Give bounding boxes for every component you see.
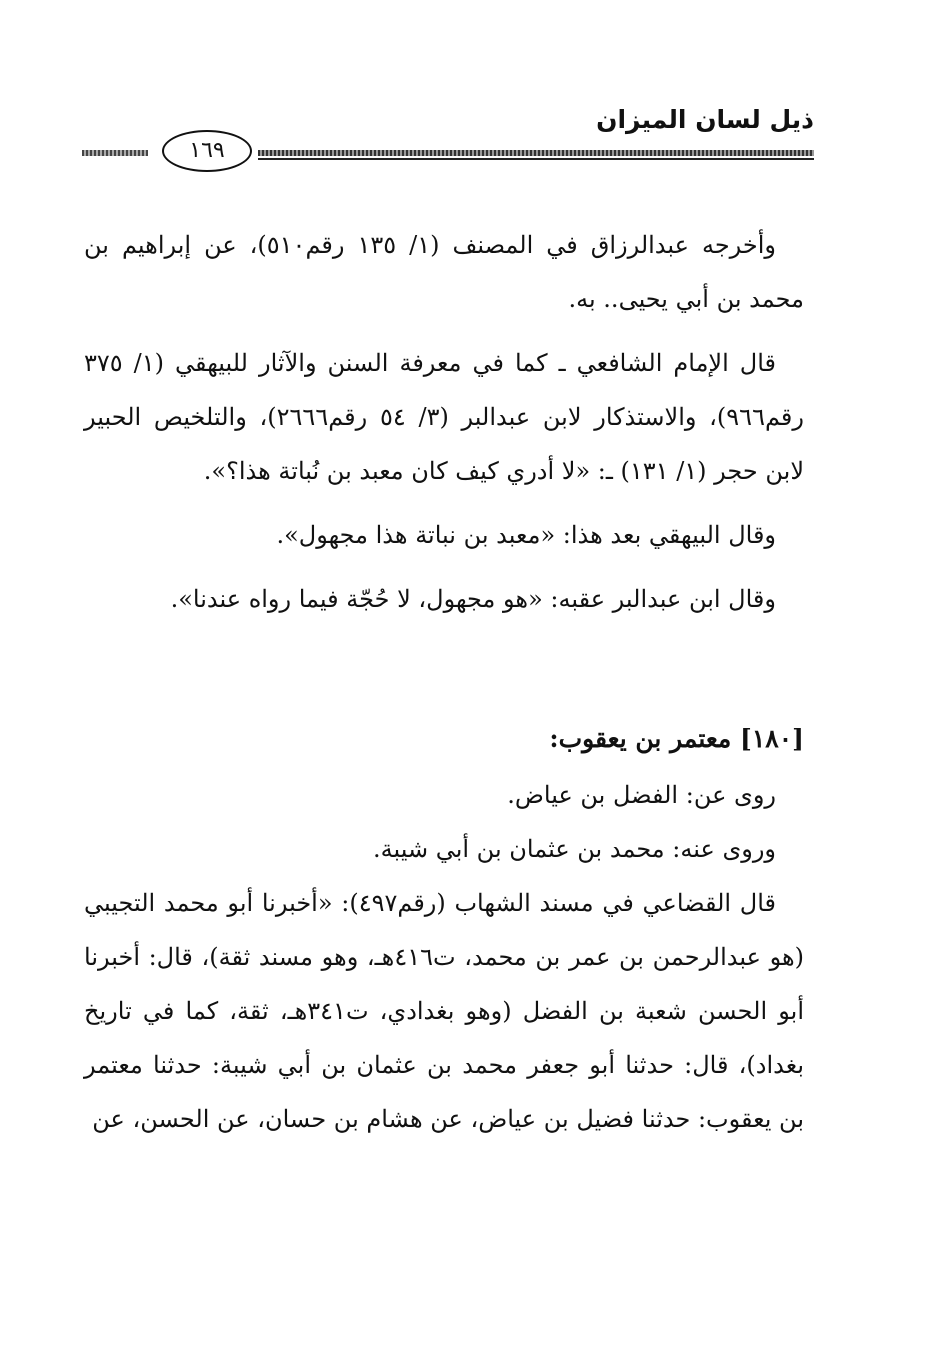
paragraph-bayhaqi: وقال البيهقي بعد هذا: «معبد بن نباتة هذا مجهول». [276, 521, 776, 549]
page-body [84, 218, 804, 1156]
page-number: ١٦٩ [162, 130, 252, 172]
header-rule-left [82, 150, 148, 156]
paragraph-abdulrazzaq: وأخرجه عبدالرزاق في المصنف (١/ ١٣٥ رقم٥١٠)، عن إبراهيم بن محمد بن أبي يحيى.. به. [84, 231, 804, 313]
paragraph-qudai: قال القضاعي في مسند الشهاب (رقم٤٩٧): «أخبرنا أبو محمد التجيبي (هو عبدالرحمن بن عمر بن محمد، ت٤١٦هـ، وهو مسند ثقة)، قال: أخبرنا أبو الحسن شعبة بن الفضل (وهو بغدادي، ت٣٤١هـ، ثقة، كما في تاريخ بغداد)، قال: حدثنا أبو جعفر محمد بن عثمان بن أبي شيبة: حدثنا معتمر بن يعقوب: حدثنا فضيل بن عياض، عن هشام بن حسان، عن الحسن، عن [84, 889, 804, 1133]
paragraph-shafii: قال الإمام الشافعي ـ كما في معرفة السنن والآثار للبيهقي (١/ ٣٧٥ رقم٩٦٦)، والاستذكار لابن عبدالبر (٣/ ٥٤ رقم٢٦٦٦)، والتلخيص الحبير لابن حجر (١/ ١٣١) ـ: «لا أدري كيف كان معبد بن نُباتة هذا؟». [84, 349, 804, 485]
paragraph-ibn-abdulbarr: وقال ابن عبدالبر عقبه: «هو مجهول، لا حُجّة فيما رواه عندنا». [170, 585, 776, 613]
running-title: ذيل لسان الميزان [596, 105, 814, 134]
entry-heading: [١٨٠] معتمر بن يعقوب: [549, 724, 804, 753]
paragraph-narrated-from: روى عن: الفضل بن عياض. [507, 781, 776, 809]
paragraph-narrated-by: وروى عنه: محمد بن عثمان بن أبي شيبة. [372, 835, 776, 863]
header-rule-right [258, 150, 814, 156]
